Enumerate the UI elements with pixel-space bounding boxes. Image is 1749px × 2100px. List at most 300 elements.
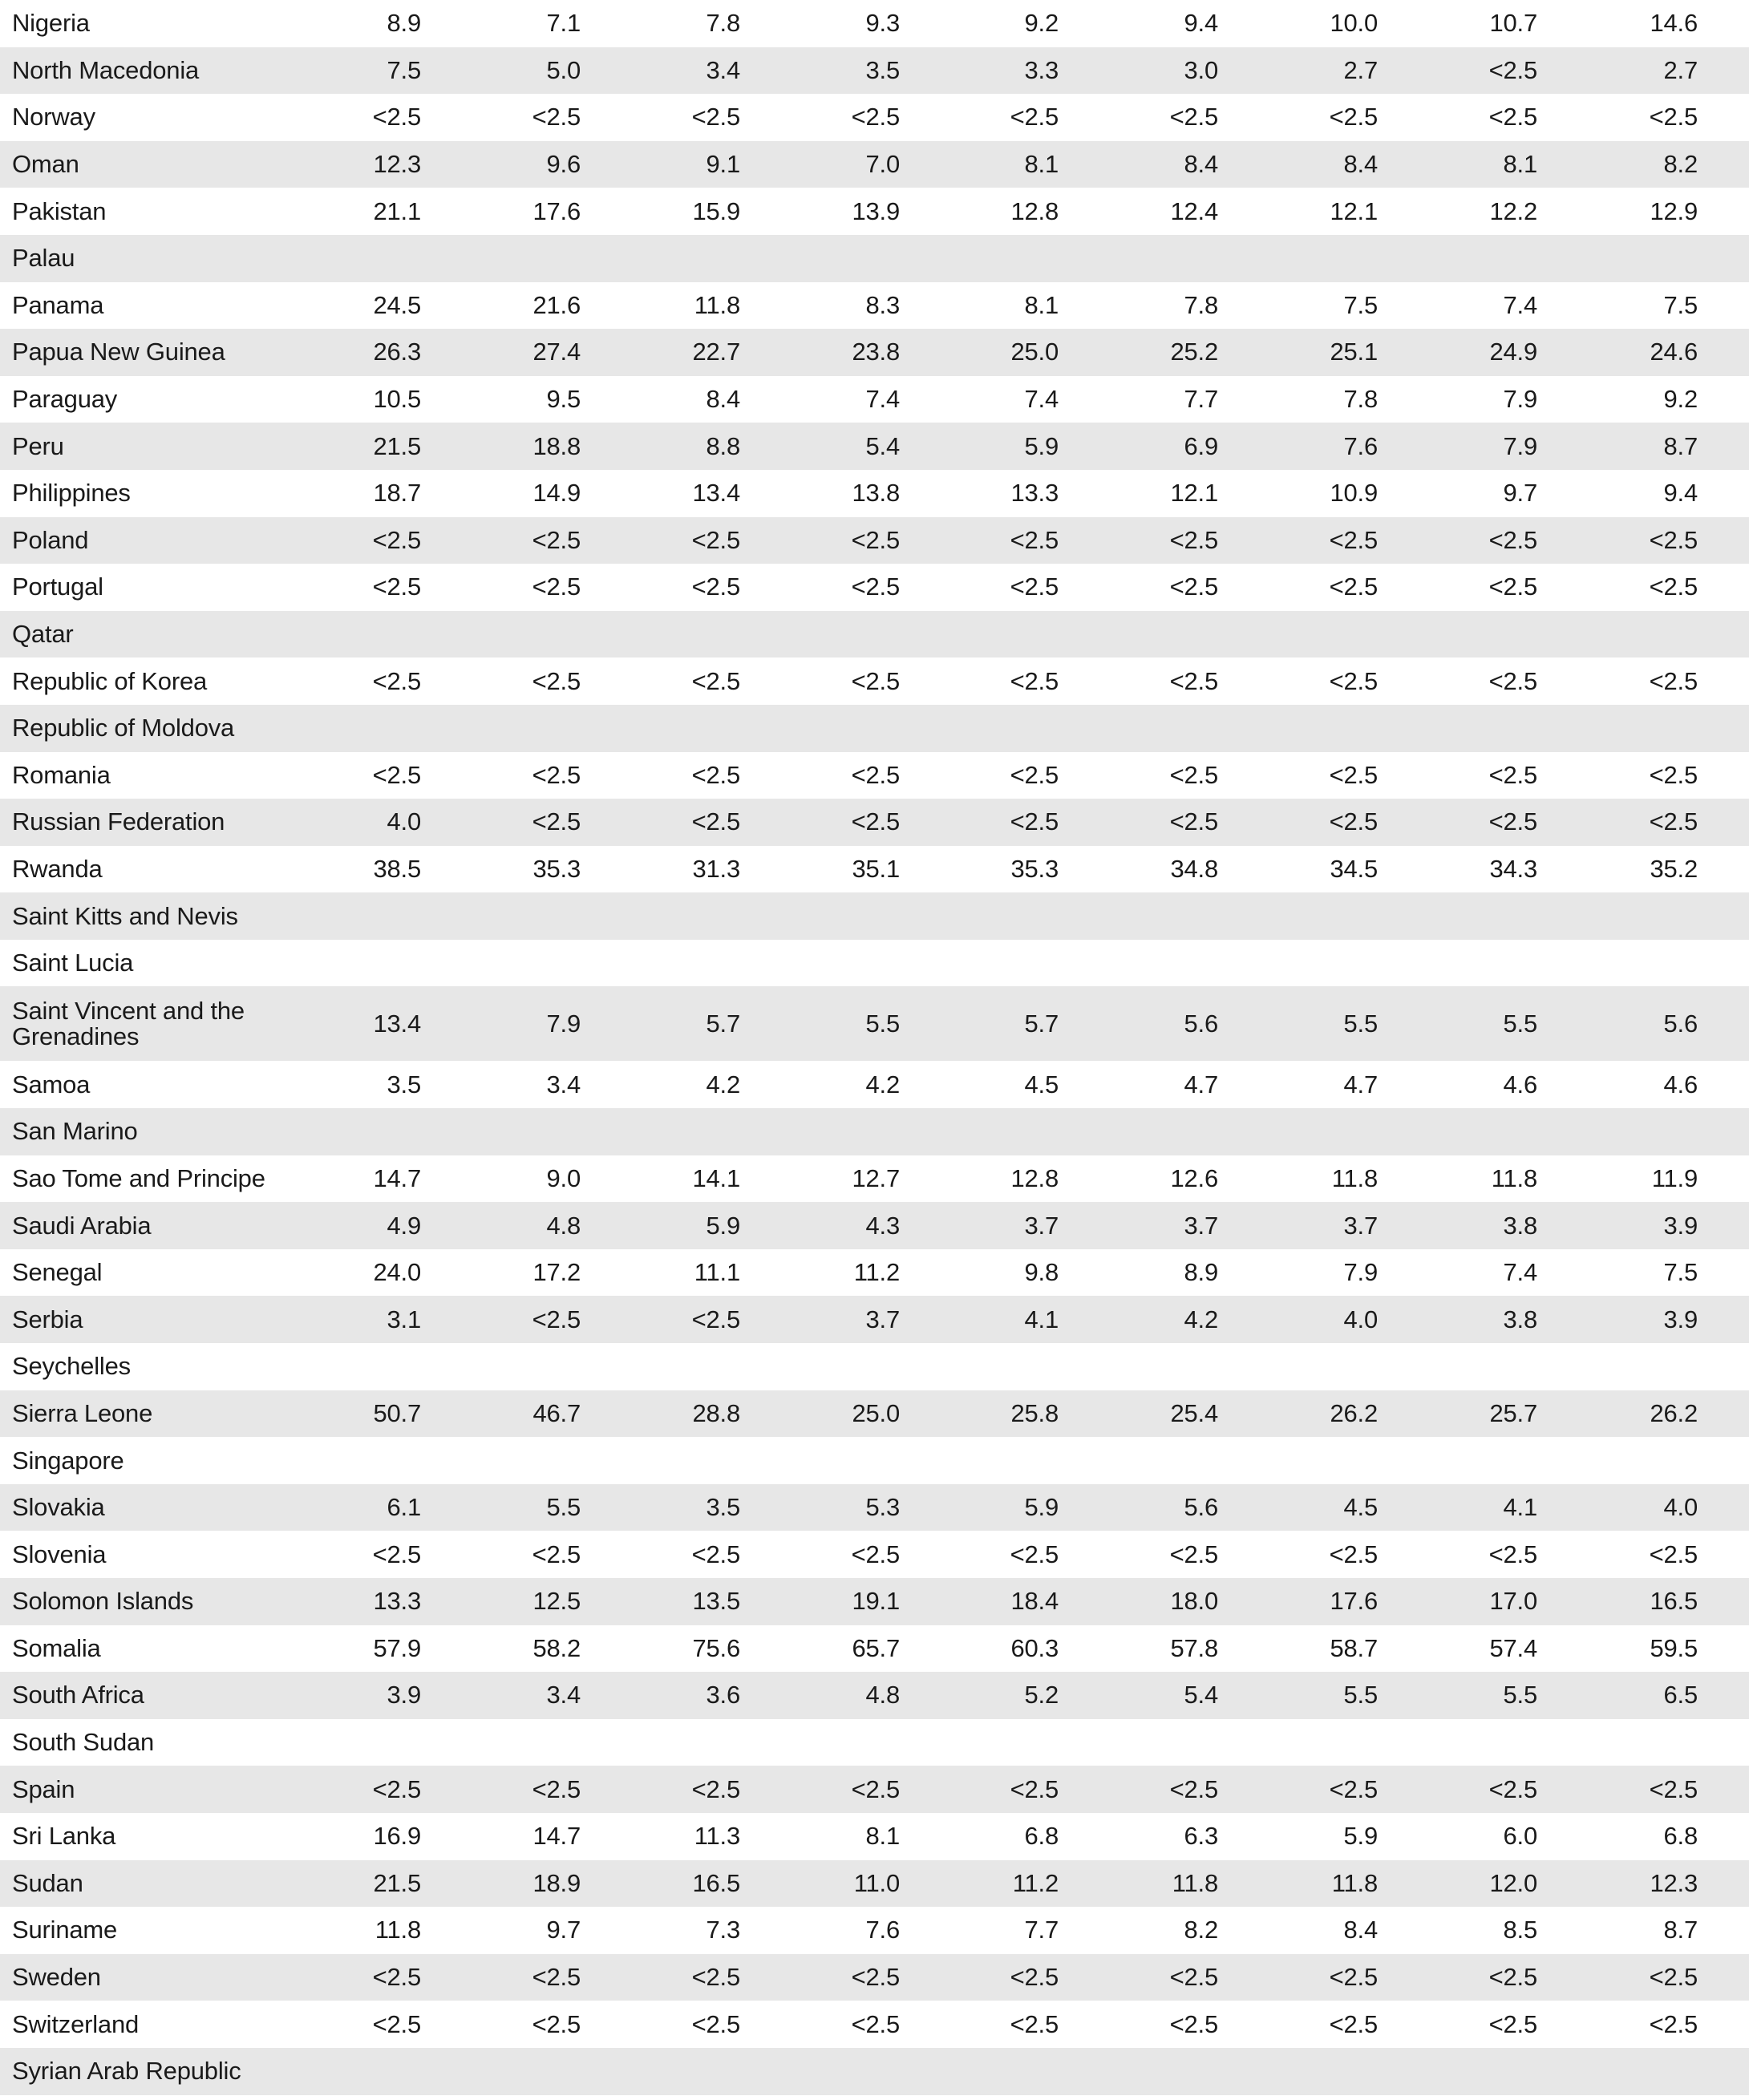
value-cell: <2.5: [1169, 1963, 1218, 1992]
value-cell: 17.2: [532, 1258, 581, 1287]
table-row: [0, 892, 1749, 940]
table-row: [0, 705, 1749, 752]
value-cell: 5.9: [1343, 1822, 1378, 1851]
value-cell: 14.7: [532, 1822, 581, 1851]
value-cell: <2.5: [1169, 573, 1218, 601]
value-cell: 17.6: [1330, 1587, 1378, 1616]
value-cell: <2.5: [1649, 807, 1698, 836]
value-cell: 4.6: [1503, 1070, 1537, 1099]
value-cell: 16.9: [373, 1822, 421, 1851]
value-cell: <2.5: [532, 760, 581, 789]
value-cell: 7.4: [865, 385, 900, 414]
value-cell: 13.4: [692, 479, 740, 508]
value-cell: 4.7: [1343, 1070, 1378, 1099]
value-cell: 13.4: [373, 1009, 421, 1038]
country-name: Sri Lanka: [12, 1822, 116, 1851]
value-cell: 3.5: [706, 1493, 740, 1522]
table-row: [0, 1343, 1749, 1390]
value-cell: 9.1: [706, 150, 740, 179]
country-name: Sudan: [12, 1868, 83, 1897]
value-cell: <2.5: [851, 1774, 900, 1803]
value-cell: 4.0: [1663, 1493, 1698, 1522]
value-cell: 14.1: [692, 1163, 740, 1192]
table-row: [0, 564, 1749, 611]
value-cell: 2.7: [1663, 55, 1698, 84]
country-name: Switzerland: [12, 2009, 140, 2038]
value-cell: <2.5: [1488, 1774, 1537, 1803]
value-cell: 58.7: [1330, 1633, 1378, 1662]
country-name: Sweden: [12, 1963, 101, 1992]
value-cell: 14.6: [1650, 9, 1698, 38]
value-cell: <2.5: [1488, 807, 1537, 836]
table-row: [0, 188, 1749, 235]
value-cell: 13.5: [692, 1587, 740, 1616]
value-cell: 4.1: [1024, 1305, 1059, 1333]
value-cell: 4.9: [387, 1211, 421, 1240]
value-cell: <2.5: [532, 1305, 581, 1333]
value-cell: <2.5: [1169, 807, 1218, 836]
value-cell: 5.5: [865, 1009, 900, 1038]
value-cell: 11.8: [1331, 1163, 1378, 1192]
value-cell: 5.6: [1184, 1493, 1218, 1522]
value-cell: 8.4: [706, 385, 740, 414]
value-cell: 7.4: [1503, 290, 1537, 319]
value-cell: 2.7: [1343, 55, 1378, 84]
value-cell: 8.2: [1663, 150, 1698, 179]
value-cell: <2.5: [1649, 525, 1698, 554]
table-row: [0, 141, 1749, 188]
value-cell: <2.5: [1649, 2009, 1698, 2038]
table-row: [0, 611, 1749, 658]
value-cell: 3.4: [706, 55, 740, 84]
value-cell: 7.9: [1503, 431, 1537, 460]
value-cell: 25.7: [1489, 1398, 1537, 1427]
country-name: Somalia: [12, 1633, 101, 1662]
table-row: [0, 940, 1749, 987]
value-cell: 5.6: [1663, 1009, 1698, 1038]
value-cell: 12.3: [373, 150, 421, 179]
value-cell: <2.5: [691, 807, 740, 836]
value-cell: 7.7: [1024, 1916, 1059, 1944]
value-cell: 7.4: [1024, 385, 1059, 414]
country-name: Pakistan: [12, 196, 107, 225]
value-cell: 8.9: [387, 9, 421, 38]
table-row: [0, 470, 1749, 517]
value-cell: 12.1: [1330, 196, 1378, 225]
table-row: [0, 846, 1749, 893]
value-cell: 4.3: [865, 1211, 900, 1240]
value-cell: 8.7: [1663, 431, 1698, 460]
value-cell: 7.0: [865, 150, 900, 179]
value-cell: 9.3: [865, 9, 900, 38]
country-name: Oman: [12, 150, 79, 179]
value-cell: 24.0: [373, 1258, 421, 1287]
country-name: South Sudan: [12, 1728, 155, 1757]
value-cell: 11.0: [853, 1868, 900, 1897]
value-cell: 5.5: [1343, 1009, 1378, 1038]
value-cell: 18.4: [1010, 1587, 1059, 1616]
table-row: [0, 1437, 1749, 1484]
value-cell: 3.7: [865, 1305, 900, 1333]
value-cell: 21.6: [532, 290, 581, 319]
value-cell: 5.9: [706, 1211, 740, 1240]
country-name: Saint Lucia: [12, 949, 134, 977]
value-cell: <2.5: [691, 1305, 740, 1333]
value-cell: 6.3: [1184, 1822, 1218, 1851]
value-cell: 26.2: [1650, 1398, 1698, 1427]
value-cell: <2.5: [532, 573, 581, 601]
value-cell: 23.8: [852, 338, 900, 366]
value-cell: 7.5: [1663, 290, 1698, 319]
value-cell: 34.5: [1330, 854, 1378, 883]
value-cell: 7.9: [1503, 385, 1537, 414]
value-cell: 9.7: [546, 1916, 581, 1944]
value-cell: 12.4: [1170, 196, 1218, 225]
value-cell: <2.5: [1010, 525, 1059, 554]
value-cell: 9.2: [1024, 9, 1059, 38]
value-cell: 11.8: [1172, 1868, 1218, 1897]
country-name: Philippines: [12, 479, 131, 508]
value-cell: <2.5: [851, 1540, 900, 1568]
value-cell: <2.5: [1010, 103, 1059, 132]
value-cell: 4.2: [1184, 1305, 1218, 1333]
table-row: [0, 1202, 1749, 1249]
country-name: Russian Federation: [12, 807, 225, 836]
value-cell: 7.9: [546, 1009, 581, 1038]
value-cell: <2.5: [372, 666, 421, 695]
value-cell: 3.9: [1663, 1305, 1698, 1333]
table-row: [0, 1672, 1749, 1719]
value-cell: <2.5: [372, 2009, 421, 2038]
value-cell: <2.5: [372, 1963, 421, 1992]
country-name: Samoa: [12, 1070, 91, 1099]
value-cell: 26.2: [1330, 1398, 1378, 1427]
country-name: Nigeria: [12, 9, 90, 38]
table-row: [0, 47, 1749, 95]
value-cell: 7.5: [1663, 1258, 1698, 1287]
value-cell: 8.4: [1184, 150, 1218, 179]
table-row: [0, 1625, 1749, 1673]
value-cell: 3.4: [546, 1070, 581, 1099]
value-cell: <2.5: [1649, 760, 1698, 789]
value-cell: <2.5: [1649, 103, 1698, 132]
value-cell: <2.5: [1169, 2009, 1218, 2038]
value-cell: <2.5: [1329, 760, 1378, 789]
table-row: [0, 1813, 1749, 1860]
value-cell: 8.3: [865, 290, 900, 319]
value-cell: 18.0: [1170, 1587, 1218, 1616]
value-cell: 11.8: [1491, 1163, 1537, 1192]
value-cell: 59.5: [1650, 1633, 1698, 1662]
value-cell: 5.3: [865, 1493, 900, 1522]
value-cell: 60.3: [1010, 1633, 1059, 1662]
value-cell: 4.0: [387, 807, 421, 836]
value-cell: 46.7: [532, 1398, 581, 1427]
value-cell: 21.1: [373, 196, 421, 225]
value-cell: 50.7: [373, 1398, 421, 1427]
value-cell: 28.8: [692, 1398, 740, 1427]
value-cell: 5.9: [1024, 431, 1059, 460]
value-cell: 7.3: [706, 1916, 740, 1944]
country-name: Sierra Leone: [12, 1398, 153, 1427]
value-cell: 3.7: [1024, 1211, 1059, 1240]
value-cell: 9.4: [1663, 479, 1698, 508]
value-cell: <2.5: [1329, 666, 1378, 695]
table-row: [0, 1108, 1749, 1155]
country-name: Qatar: [12, 620, 74, 649]
value-cell: 8.4: [1343, 150, 1378, 179]
value-cell: 22.7: [692, 338, 740, 366]
value-cell: 9.5: [546, 385, 581, 414]
value-cell: 3.7: [1343, 1211, 1378, 1240]
value-cell: 4.5: [1343, 1493, 1378, 1522]
country-name: Portugal: [12, 573, 103, 601]
value-cell: 3.4: [546, 1681, 581, 1710]
value-cell: 12.1: [1170, 479, 1218, 508]
value-cell: 16.5: [692, 1868, 740, 1897]
value-cell: 34.8: [1170, 854, 1218, 883]
value-cell: 5.5: [1343, 1681, 1378, 1710]
value-cell: <2.5: [691, 573, 740, 601]
value-cell: 3.9: [1663, 1211, 1698, 1240]
value-cell: 38.5: [373, 854, 421, 883]
country-name: Singapore: [12, 1446, 124, 1475]
country-name: Serbia: [12, 1305, 83, 1333]
value-cell: 3.7: [1184, 1211, 1218, 1240]
value-cell: <2.5: [1488, 2009, 1537, 2038]
value-cell: 3.5: [387, 1070, 421, 1099]
value-cell: <2.5: [372, 1774, 421, 1803]
value-cell: 5.2: [1024, 1681, 1059, 1710]
value-cell: 12.8: [1010, 1163, 1059, 1192]
table-row: [0, 0, 1749, 47]
value-cell: <2.5: [691, 103, 740, 132]
table-row: [0, 376, 1749, 423]
value-cell: <2.5: [532, 1963, 581, 1992]
country-name: Republic of Korea: [12, 666, 208, 695]
table-row: [0, 517, 1749, 564]
value-cell: 9.6: [546, 150, 581, 179]
value-cell: 27.4: [532, 338, 581, 366]
value-cell: <2.5: [1649, 1963, 1698, 1992]
country-name: North Macedonia: [12, 55, 200, 84]
value-cell: 3.8: [1503, 1211, 1537, 1240]
value-cell: 13.8: [852, 479, 900, 508]
table-row: [0, 329, 1749, 376]
table-row: [0, 1484, 1749, 1532]
value-cell: 12.6: [1170, 1163, 1218, 1192]
value-cell: 7.9: [1343, 1258, 1378, 1287]
country-name: Suriname: [12, 1916, 118, 1944]
value-cell: <2.5: [1010, 1963, 1059, 1992]
table-row: [0, 1249, 1749, 1297]
value-cell: 6.5: [1663, 1681, 1698, 1710]
value-cell: <2.5: [1329, 525, 1378, 554]
value-cell: 10.5: [373, 385, 421, 414]
value-cell: 25.8: [1010, 1398, 1059, 1427]
country-name: Spain: [12, 1774, 75, 1803]
value-cell: 21.5: [373, 1868, 421, 1897]
value-cell: 8.4: [1343, 1916, 1378, 1944]
country-name: Saint Vincent and the Grenadines: [12, 996, 245, 1050]
value-cell: 24.9: [1489, 338, 1537, 366]
value-cell: <2.5: [691, 760, 740, 789]
value-cell: 25.4: [1170, 1398, 1218, 1427]
value-cell: 17.0: [1489, 1587, 1537, 1616]
value-cell: 17.6: [532, 196, 581, 225]
value-cell: 4.8: [546, 1211, 581, 1240]
value-cell: 4.7: [1184, 1070, 1218, 1099]
value-cell: <2.5: [1169, 525, 1218, 554]
value-cell: 13.9: [852, 196, 900, 225]
value-cell: <2.5: [1488, 1963, 1537, 1992]
country-name: Republic of Moldova: [12, 714, 235, 742]
value-cell: <2.5: [1488, 573, 1537, 601]
value-cell: 4.0: [1343, 1305, 1378, 1333]
country-name: San Marino: [12, 1117, 138, 1146]
table-row: [0, 1860, 1749, 1908]
country-name: Papua New Guinea: [12, 338, 225, 366]
value-cell: 25.1: [1330, 338, 1378, 366]
value-cell: 15.9: [692, 196, 740, 225]
value-cell: 57.4: [1489, 1633, 1537, 1662]
value-cell: 8.1: [865, 1822, 900, 1851]
value-cell: 4.8: [865, 1681, 900, 1710]
value-cell: 11.3: [694, 1822, 740, 1851]
value-cell: <2.5: [851, 760, 900, 789]
value-cell: 3.3: [1024, 55, 1059, 84]
value-cell: <2.5: [372, 1540, 421, 1568]
country-name: Palau: [12, 244, 75, 273]
value-cell: 3.5: [865, 55, 900, 84]
value-cell: 24.5: [373, 290, 421, 319]
value-cell: <2.5: [1010, 666, 1059, 695]
value-cell: 7.8: [1343, 385, 1378, 414]
table-row: [0, 282, 1749, 330]
country-name: Romania: [12, 760, 111, 789]
value-cell: 25.0: [852, 1398, 900, 1427]
table-row: [0, 1531, 1749, 1578]
value-cell: 5.4: [1184, 1681, 1218, 1710]
value-cell: 35.3: [532, 854, 581, 883]
value-cell: 31.3: [692, 854, 740, 883]
value-cell: <2.5: [691, 1540, 740, 1568]
value-cell: 35.1: [852, 854, 900, 883]
value-cell: 12.7: [852, 1163, 900, 1192]
value-cell: 9.8: [1024, 1258, 1059, 1287]
value-cell: <2.5: [691, 1963, 740, 1992]
country-name: Solomon Islands: [12, 1587, 194, 1616]
country-name: Panama: [12, 290, 104, 319]
value-cell: 8.2: [1184, 1916, 1218, 1944]
value-cell: <2.5: [372, 760, 421, 789]
country-name: Norway: [12, 103, 95, 132]
value-cell: 5.7: [1024, 1009, 1059, 1038]
value-cell: <2.5: [851, 573, 900, 601]
value-cell: 14.7: [373, 1163, 421, 1192]
table-row: [0, 2048, 1749, 2095]
value-cell: 5.4: [865, 431, 900, 460]
value-cell: 11.8: [1331, 1868, 1378, 1897]
value-cell: 8.9: [1184, 1258, 1218, 1287]
value-cell: 7.7: [1184, 385, 1218, 414]
table-row: [0, 423, 1749, 470]
value-cell: 14.9: [532, 479, 581, 508]
value-cell: <2.5: [532, 1540, 581, 1568]
value-cell: 11.8: [374, 1916, 421, 1944]
value-cell: 11.9: [1651, 1163, 1698, 1192]
value-cell: 21.5: [373, 431, 421, 460]
value-cell: 10.0: [1330, 9, 1378, 38]
country-name: Sao Tome and Principe: [12, 1163, 265, 1192]
value-cell: 3.6: [706, 1681, 740, 1710]
value-cell: 12.5: [532, 1587, 581, 1616]
value-cell: 8.1: [1024, 290, 1059, 319]
table-row: [0, 235, 1749, 282]
value-cell: 4.2: [865, 1070, 900, 1099]
country-name: Slovakia: [12, 1493, 105, 1522]
value-cell: 18.8: [532, 431, 581, 460]
value-cell: 7.1: [546, 9, 581, 38]
value-cell: 8.1: [1024, 150, 1059, 179]
value-cell: <2.5: [1010, 1774, 1059, 1803]
value-cell: 12.2: [1489, 196, 1537, 225]
value-cell: 6.8: [1024, 1822, 1059, 1851]
value-cell: 7.6: [1343, 431, 1378, 460]
value-cell: <2.5: [1488, 103, 1537, 132]
value-cell: <2.5: [1649, 666, 1698, 695]
value-cell: 16.5: [1650, 1587, 1698, 1616]
value-cell: <2.5: [1010, 807, 1059, 836]
country-name: Rwanda: [12, 854, 103, 883]
value-cell: <2.5: [1488, 760, 1537, 789]
value-cell: 5.9: [1024, 1493, 1059, 1522]
country-name: Seychelles: [12, 1352, 131, 1381]
value-cell: <2.5: [1329, 573, 1378, 601]
value-cell: <2.5: [1329, 1963, 1378, 1992]
value-cell: <2.5: [1649, 1540, 1698, 1568]
value-cell: 18.9: [532, 1868, 581, 1897]
value-cell: <2.5: [851, 666, 900, 695]
value-cell: 12.3: [1650, 1868, 1698, 1897]
value-cell: 8.5: [1503, 1916, 1537, 1944]
table-row: [0, 1719, 1749, 1766]
value-cell: 4.5: [1024, 1070, 1059, 1099]
table-row: [0, 1061, 1749, 1108]
value-cell: <2.5: [1010, 760, 1059, 789]
value-cell: 65.7: [852, 1633, 900, 1662]
value-cell: 25.2: [1170, 338, 1218, 366]
value-cell: 8.7: [1663, 1916, 1698, 1944]
value-cell: <2.5: [1329, 103, 1378, 132]
table-row: [0, 1766, 1749, 1813]
value-cell: <2.5: [1329, 2009, 1378, 2038]
value-cell: <2.5: [372, 525, 421, 554]
value-cell: <2.5: [1649, 1774, 1698, 1803]
value-cell: 12.8: [1010, 196, 1059, 225]
value-cell: 9.0: [546, 1163, 581, 1192]
value-cell: 6.0: [1503, 1822, 1537, 1851]
value-cell: <2.5: [851, 103, 900, 132]
value-cell: 24.6: [1650, 338, 1698, 366]
country-name: Peru: [12, 431, 64, 460]
table-row: [0, 1578, 1749, 1625]
value-cell: <2.5: [691, 666, 740, 695]
value-cell: <2.5: [1488, 1540, 1537, 1568]
value-cell: 6.8: [1663, 1822, 1698, 1851]
value-cell: 11.8: [694, 290, 740, 319]
value-cell: 12.0: [1489, 1868, 1537, 1897]
